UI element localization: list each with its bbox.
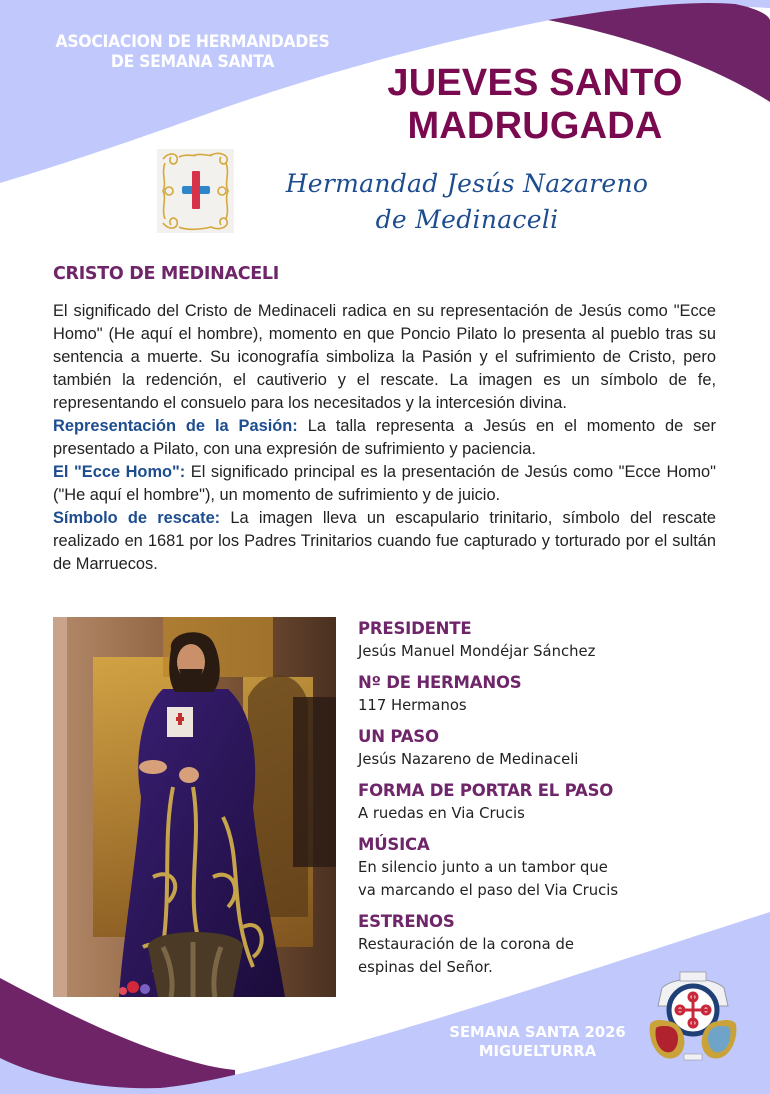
hermandad-name [262,166,672,238]
article-intro: El significado del Cristo de Medinaceli radica en su representación de Jesús como "Ecce Homo" (He aquí el hombre), momento en que Poncio Pilato lo presenta al pueblo tras su sentencia a muerte. Su iconografía simboliza la Pasión y el sufrimiento de Cristo, pero también la redención, el cautiverio y el rescate. La imagen es un símbolo de fe, representando el consuelo para los necesitados y la intercesión divina. [53,302,716,412]
info-item-forma-portar [358,780,658,825]
info-label: Nº DE HERMANOS [358,673,522,692]
info-list [358,618,658,988]
cristo-photo [53,617,336,997]
info-label: MÚSICA [358,835,430,854]
association-line-1: ASOCIACION DE HERMANDADES [55,32,330,52]
info-label: PRESIDENTE [358,619,472,638]
point-label: Símbolo de rescate: [53,509,221,527]
info-value: Jesús Manuel Mondéjar Sánchez [358,643,596,660]
page-title [350,62,720,148]
info-value: Jesús Nazareno de Medinaceli [358,751,579,768]
article-point [53,415,716,461]
info-item-paso [358,726,658,771]
point-label: Representación de la Pasión: [53,417,298,435]
point-text: La talla representa a Jesús en el momento de ser presentado a Pilato, con una expresión de sufrimiento y paciencia. [53,417,716,458]
point-label: El "Ecce Homo": [53,463,186,481]
info-item-hermanos [358,672,658,717]
section-heading: CRISTO DE MEDINACELI [53,264,279,284]
title-line-1: JUEVES SANTO [387,62,683,104]
info-value: Restauración de la corona de espinas del Señor. [358,936,574,976]
footer-title [435,1023,639,1061]
info-label: FORMA DE PORTAR EL PASO [358,781,614,800]
title-line-2: MADRUGADA [407,105,663,147]
association-name [34,32,351,72]
article-point [53,461,716,507]
hermandad-line-1: Hermandad Jesús Nazareno [285,169,649,198]
article-body [53,300,716,576]
info-label: UN PASO [358,727,439,746]
info-item-presidente [358,618,658,663]
info-value: A ruedas en Via Crucis [358,805,525,822]
point-text: El significado principal es la presentación de Jesús como "Ecce Homo" ("He aquí el hombre"), un momento de sufrimiento y de juicio. [53,463,716,504]
info-item-estrenos [358,911,658,979]
hermandad-line-2: de Medinaceli [375,205,559,234]
article-point [53,507,716,576]
coat-of-arms-icon [644,966,742,1064]
footer-line-2: MIGUELTURRA [478,1042,597,1060]
footer-line-1: SEMANA SANTA 2026 [449,1023,626,1041]
point-text: La imagen lleva un escapulario trinitario, símbolo del rescate realizado en 1681 por los Padres Trinitarios cuando fue capturado y torturado por el sultán de Marruecos. [53,509,716,573]
info-value: En silencio junto a un tambor que va marcando el paso del Via Crucis [358,859,619,899]
info-item-musica [358,834,658,902]
info-value: 117 Hermanos [358,697,467,714]
trinitarian-cross-icon [157,149,234,233]
association-line-2: DE SEMANA SANTA [110,52,275,72]
info-label: ESTRENOS [358,912,455,931]
